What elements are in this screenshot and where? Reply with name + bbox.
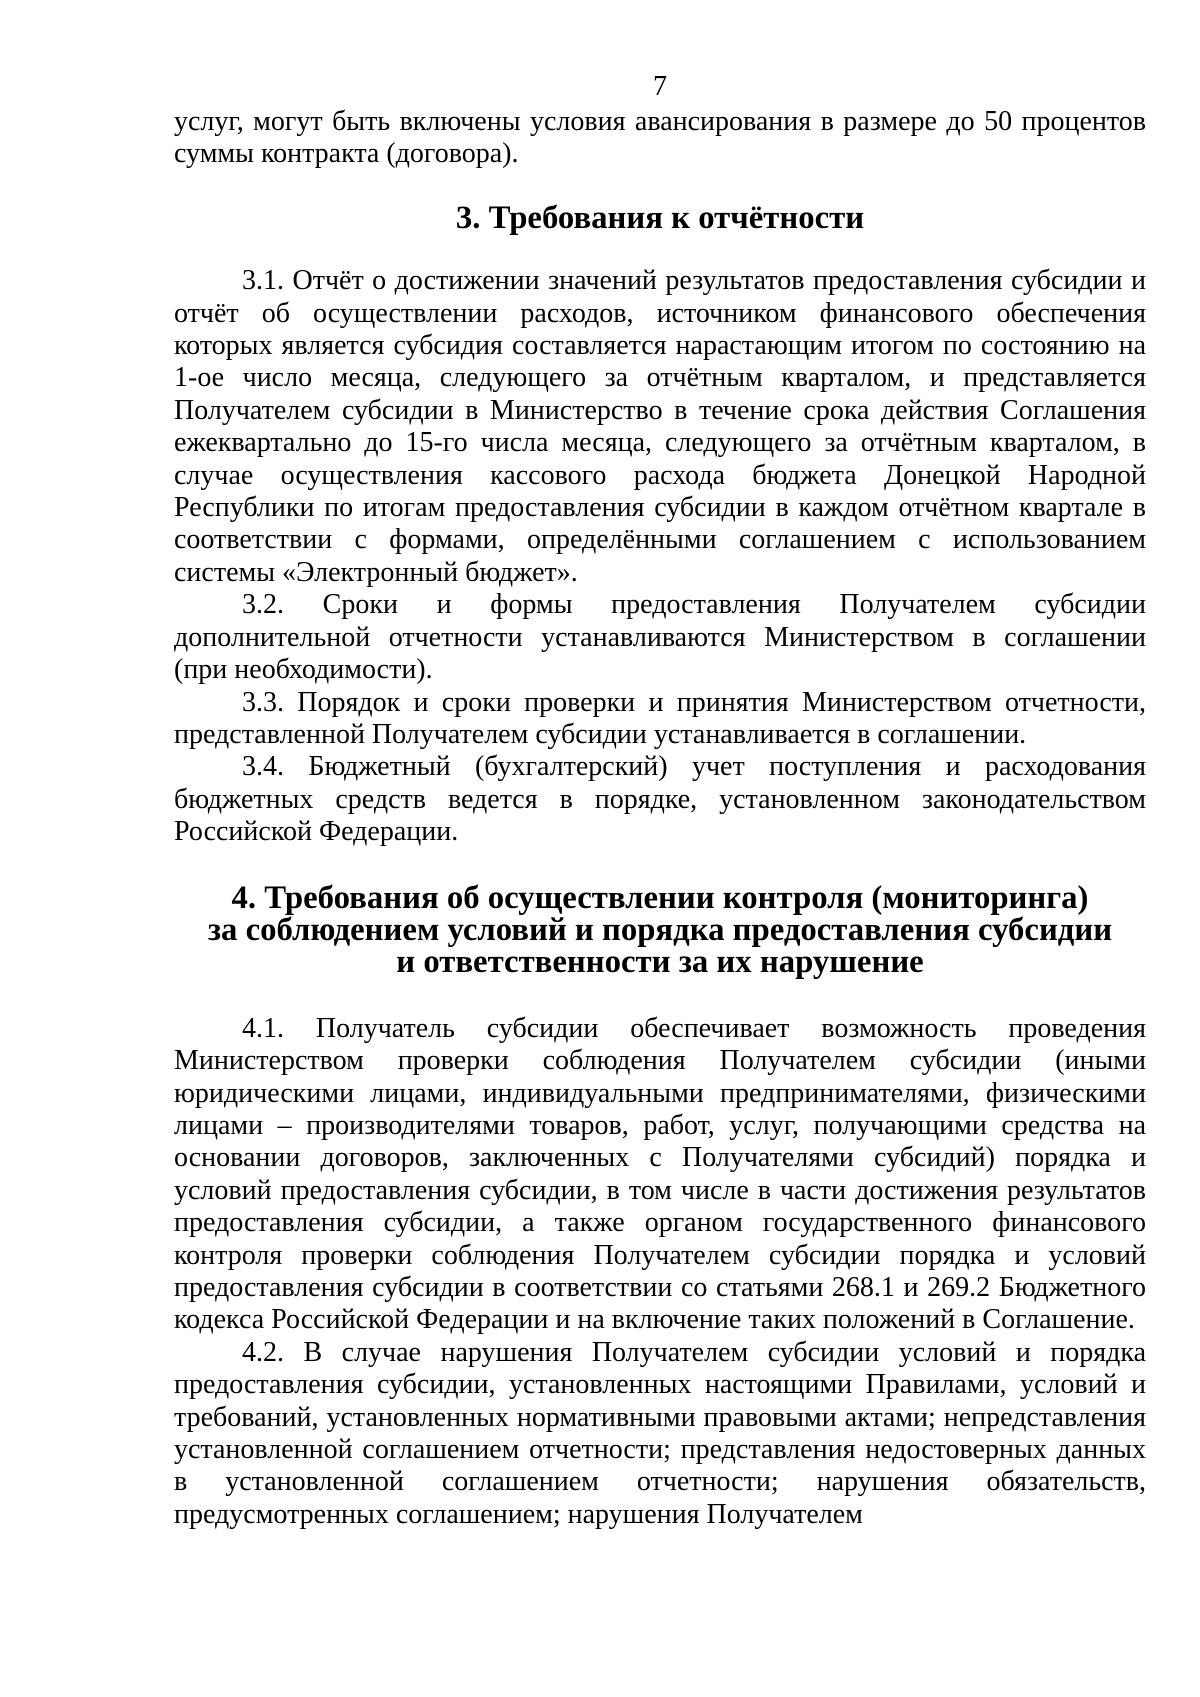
section-4-heading-line: 4. Требования об осуществлении контроля (мониторинга) (231, 879, 1089, 916)
section-4-body (174, 1013, 1146, 1532)
section-4-heading-line: за соблюдением условий и порядка предоставления субсидии (207, 911, 1113, 948)
paragraph-3-2: 3.2. Сроки и формы предоставления Получателем субсидии дополнительной отчетности устанавливаются Министерством в соглашении (при необходимости). (174, 589, 1146, 686)
section-4-heading (174, 879, 1146, 981)
paragraph-4-1: 4.1. Получатель субсидии обеспечивает возможность проведения Министерством проверки соблюдения Получателем субсидии (иными юридическими лицами, индивидуальными предпринимателями, физическими лицами – производителями товаров, работ, услуг, получающими средства на основании договоров, заключенных с Получателями субсидий) порядка и условий предоставления субсидии, в том числе в части достижения результатов предоставления субсидии, а также органом государственного финансового контроля проверки соблюдения Получателем субсидии порядка и условий предоставления субсидии в соответствии со статьями 268.1 и 269.2 Бюджетного кодекса Российской Федерации и на включение таких положений в Соглашение. (174, 1012, 1146, 1336)
paragraph-3-1: 3.1. Отчёт о достижении значений результатов предоставления субсидии и отчёт об осуществлении расходов, источником финансового обеспечения которых является субсидия составляется нарастающим итогом по состоянию на 1-ое число месяца, следующего за отчётным кварталом, и представляется Получателем субсидии в Министерство в течение срока действия Соглашения ежеквартально до 15-го числа месяца, следующего за отчётным кварталом, в случае осуществления кассового расхода бюджета Донецкой Народной Республики по итогам предоставления субсидии в каждом отчётном квартале в соответствии с формами, определёнными соглашением с использованием системы «Электронный бюджет». (174, 265, 1146, 588)
section-3-heading: 3. Требования к отчётности (455, 199, 865, 236)
intro-paragraph: услуг, могут быть включены условия авансирования в размере до 50 процентов суммы контракта (договора). (174, 106, 1146, 170)
paragraph-3-3: 3.3. Порядок и сроки проверки и принятия Министерством отчетности, представленной Получателем субсидии устанавливается в соглашении. (174, 686, 1146, 750)
page-number: 7 (653, 71, 667, 102)
section-3-body (174, 265, 1146, 848)
section-4-heading-line: и ответственности за их нарушение (396, 944, 924, 981)
document-page (174, 68, 1146, 1531)
paragraph-4-2: 4.2. В случае нарушения Получателем субсидии условий и порядка предоставления субсидии, установленных настоящими Правилами, условий и требований, установленных нормативными правовыми актами; непредставления установленной соглашением отчетности; представления недостоверных данных в установленной соглашением отчетности; нарушения обязательств, предусмотренных соглашением; нарушения Получателем (174, 1336, 1146, 1530)
paragraph-3-4: 3.4. Бюджетный (бухгалтерский) учет поступления и расходования бюджетных средств ведется в порядке, установленном законодательством Российской Федерации. (174, 751, 1146, 848)
